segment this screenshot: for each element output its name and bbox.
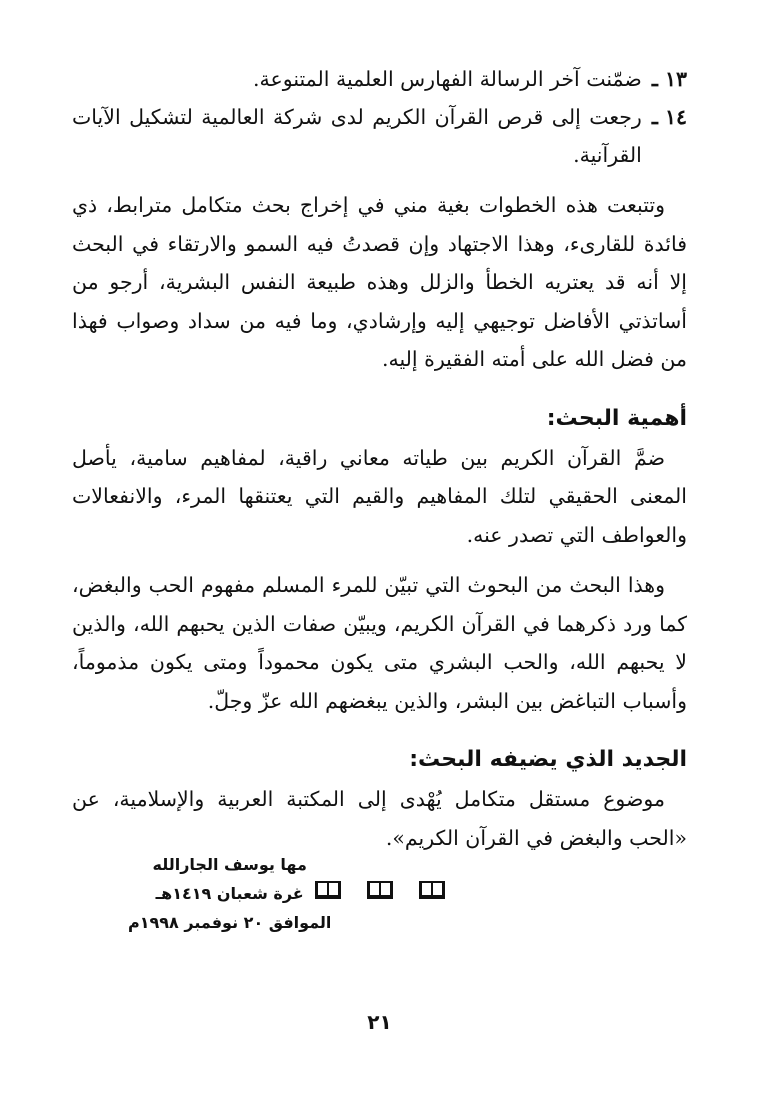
intro-paragraph: وتتبعت هذه الخطوات بغية مني في إخراج بحث متكامل مترابط، ذي فائدة للقارىء، وهذا الاجتهاد وإن قصدتُ فيه السمو والارتقاء في البحث إلا أنه قد يعتريه الخطأ والزلل وهذه طبيعة النفس البشرية، أرجو من أساتذتي الأفاضل توجيهي إليه وإرشادي، وما فيه من سداد وصواب فهذا من فضل الله على أمته الفقيرة إليه. <box>72 193 687 371</box>
open-book-icon <box>419 879 445 899</box>
list-item-number: ١٤ ـ <box>651 105 687 129</box>
new-contribution-paragraph: موضوع مستقل متكامل يُهْدى إلى المكتبة العربية والإسلامية، عن «الحب والبغض في القرآن الكريم». <box>72 787 687 850</box>
author-signature <box>128 850 331 937</box>
open-book-icon <box>367 879 393 899</box>
hijri-date: غرة شعبان ١٤١٩هـ <box>155 884 304 903</box>
importance-paragraph: ضمَّ القرآن الكريم بين طياته معاني راقية، لمفاهيم سامية، يأصل المعنى الحقيقي لتلك المفاهيم والقيم التي يعتنقها المرء، والانفعالات والعواطف التي تصدر عنه. <box>72 445 687 547</box>
list-item-text: رجعت إلى قرص القرآن الكريم لدى شركة العالمية لتشكيل الآيات القرآنية. <box>72 105 642 167</box>
page-body <box>72 60 687 899</box>
list-item <box>72 60 687 98</box>
importance-paragraph: وهذا البحث من البحوث التي تبيّن للمرء المسلم مفهوم الحب والبغض، كما ورد ذكرهما في القرآن الكريم، ويبيّن صفات الذين يحبهم الله، والذين لا يحبهم الله، والحب البشري متى يكون محموداً ومتى يكون مذموماً، وأسباب التباغض بين البشر، والذين يبغضهم الله عزّ وجلّ. <box>72 573 687 713</box>
gregorian-date: الموافق ٢٠ نوفمبر ١٩٩٨م <box>128 913 332 932</box>
list-item-text: ضمّنت آخر الرسالة الفهارس العلمية المتنوعة. <box>252 67 642 91</box>
author-name: مها يوسف الجارالله <box>152 855 307 874</box>
list-item-number: ١٣ ـ <box>651 67 687 91</box>
list-item <box>72 98 687 174</box>
new-contribution-heading: الجديد الذي يضيفه البحث: <box>409 747 687 772</box>
importance-heading: أهمية البحث: <box>546 405 687 431</box>
page-number: ٢١ <box>367 1010 392 1034</box>
